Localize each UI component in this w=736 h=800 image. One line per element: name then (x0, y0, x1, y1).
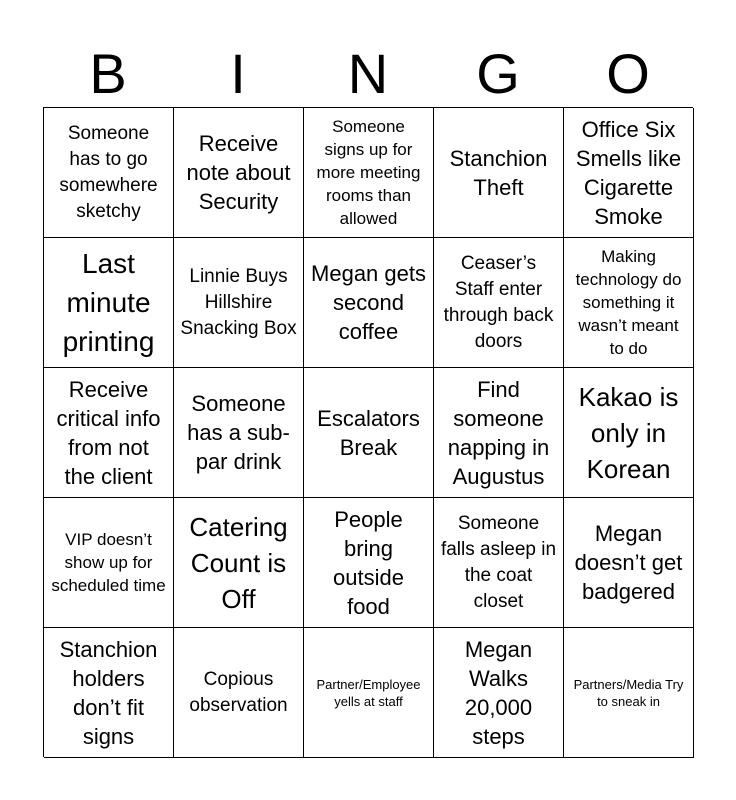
bingo-cell[interactable]: Find someone napping in Augustus (434, 368, 564, 498)
header-letter-o: O (606, 42, 650, 105)
bingo-cell[interactable]: Making technology do something it wasn’t meant to do (564, 238, 694, 368)
bingo-cell[interactable]: Receive note about Security (174, 108, 304, 238)
bingo-cell[interactable]: Escalators Break (304, 368, 434, 498)
header-letter-n: N (347, 42, 389, 105)
bingo-cell[interactable]: VIP doesn’t show up for scheduled time (44, 498, 174, 628)
bingo-cell[interactable]: Megan doesn’t get badgered (564, 498, 694, 628)
bingo-cell[interactable]: Stanchion Theft (434, 108, 564, 238)
bingo-cell[interactable]: Someone signs up for more meeting rooms than allowed (304, 108, 434, 238)
bingo-cell[interactable]: Partners/Media Try to sneak in (564, 628, 694, 758)
bingo-cell[interactable]: Ceaser’s Staff enter through back doors (434, 238, 564, 368)
bingo-cell[interactable]: Copious observation (174, 628, 304, 758)
bingo-cell[interactable]: Last minute printing (44, 238, 174, 368)
bingo-cell[interactable]: Someone has to go somewhere sketchy (44, 108, 174, 238)
bingo-cell[interactable]: Someone has a sub-par drink (174, 368, 304, 498)
header-letter-g: G (476, 42, 520, 105)
bingo-cell[interactable]: Partner/Employee yells at staff (304, 628, 434, 758)
bingo-cell[interactable]: Kakao is only in Korean (564, 368, 694, 498)
bingo-cell[interactable]: Office Six Smells like Cigarette Smoke (564, 108, 694, 238)
bingo-cell[interactable]: People bring outside food (304, 498, 434, 628)
bingo-grid (43, 107, 693, 757)
bingo-cell[interactable]: Stanchion holders don’t fit signs (44, 628, 174, 758)
header-letter-b: B (89, 42, 127, 105)
bingo-header (43, 44, 693, 104)
header-letter-i: I (230, 42, 246, 105)
bingo-cell[interactable]: Megan Walks 20,000 steps (434, 628, 564, 758)
bingo-cell[interactable]: Catering Count is Off (174, 498, 304, 628)
bingo-cell[interactable]: Someone falls asleep in the coat closet (434, 498, 564, 628)
bingo-cell[interactable]: Receive critical info from not the client (44, 368, 174, 498)
bingo-cell[interactable]: Megan gets second coffee (304, 238, 434, 368)
bingo-cell[interactable]: Linnie Buys Hillshire Snacking Box (174, 238, 304, 368)
